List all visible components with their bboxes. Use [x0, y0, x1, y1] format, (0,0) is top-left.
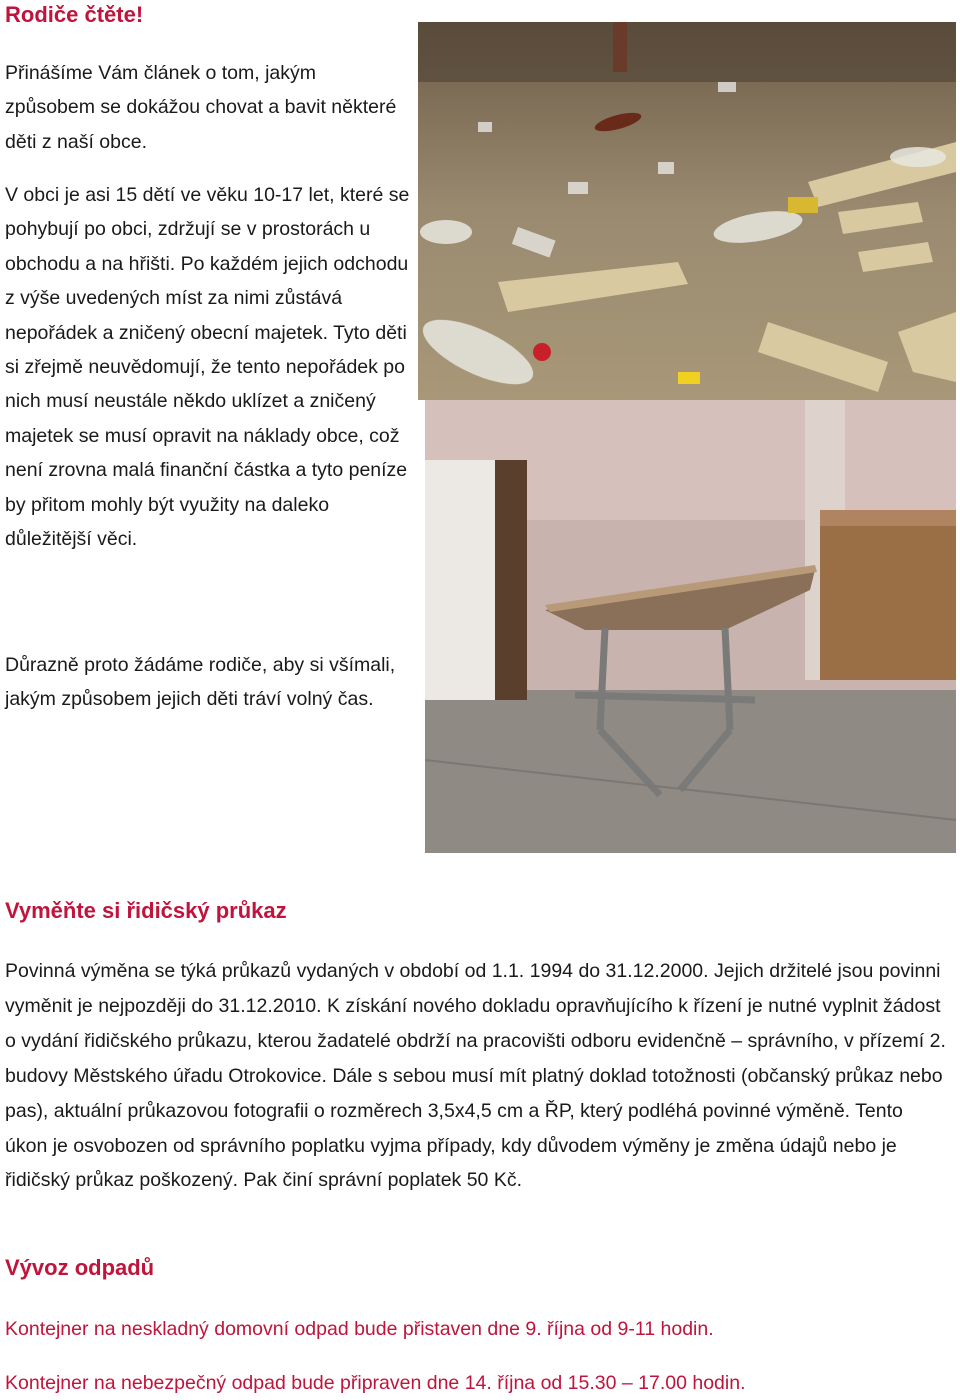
- intro-paragraph: Přinášíme Vám článek o tom, jakým způsobem se dokážou chovat a bavit některé děti z naší obce.: [5, 62, 397, 153]
- bulky-waste-notice: Kontejner na neskladný domovní odpad bude přistaven dne 9. října od 9-11 hodin.: [5, 1318, 714, 1340]
- hazardous-waste-notice: Kontejner na nebezpečný odpad bude připraven dne 14. října od 15.30 – 17.00 hodin.: [5, 1372, 746, 1394]
- heading-waste: Vývoz odpadů: [5, 1255, 155, 1280]
- license-paragraph: Povinná výměna se týká průkazů vydaných v období od 1.1. 1994 do 31.12.2000. Jejich držitelé jsou povinni vyměnit je nejpozději do 31.12.2010. K získání nového dokladu opravňujícího k řízení je nutné vyplnit žádost o vydání řidičského průkazu, kterou žadatelé obdrží na pracovišti odboru evidenčně – správního, v přízemí 2. budovy Městského úřadu Otrokovice. Dále s sebou musí mít platný doklad totožnosti (občanský průkaz nebo pas), aktuální průkazovou fotografii o rozměrech 3,5x4,5 cm a ŘP, který podléhá povinné výměně. Tento úkon je osvobozen od správního poplatku vyjma případy, kdy důvodem výměny je změna údajů nebo je řidičský průkaz poškozený. Pak činí správní poplatek 50 Kč.: [5, 960, 946, 1192]
- broken-table-photo: [425, 400, 956, 853]
- litter-photo: [418, 22, 956, 400]
- appeal-paragraph: Důrazně proto žádáme rodiče, aby si všímali, jakým způsobem jejich děti tráví volný čas.: [5, 654, 396, 711]
- children-paragraph: V obci je asi 15 dětí ve věku 10-17 let, které se pohybují po obci, zdržují se v prostorách u obchodu a na hřišti. Po každém jejich odchodu z výše uvedených míst za nimi zůstává nepořádek a zničený obecní majetek. Tyto děti si zřejmě neuvědomují, že tento nepořádek po nich musí neustále někdo uklízet a zničený majetek se musí opravit na náklady obce, což není zrovna malá finanční částka a tyto peníze by přitom mohly být využity na daleko důležitější věci.: [5, 184, 410, 551]
- heading-license: Vyměňte si řidičský průkaz: [5, 898, 287, 923]
- heading-parents: Rodiče čtěte!: [5, 2, 144, 27]
